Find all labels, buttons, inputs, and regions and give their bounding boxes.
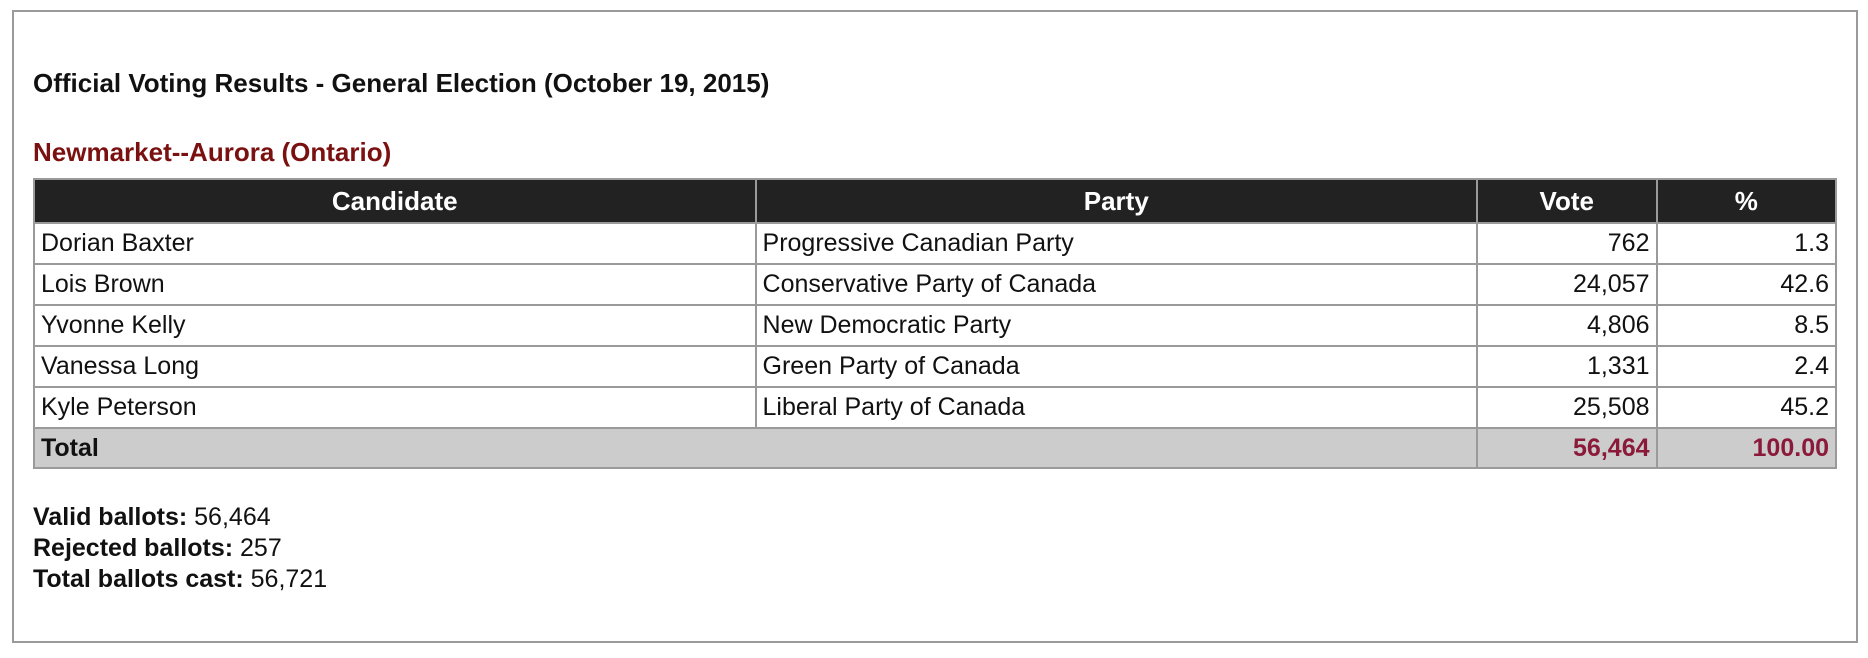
total-vote: 56,464 — [1477, 428, 1656, 468]
party-cell: Conservative Party of Canada — [756, 264, 1478, 305]
vote-cell: 762 — [1477, 223, 1656, 264]
total-row — [34, 428, 1836, 468]
vote-cell: 24,057 — [1477, 264, 1656, 305]
party-cell: Progressive Canadian Party — [756, 223, 1478, 264]
total-ballots-label: Total ballots cast: — [33, 565, 244, 593]
results-table — [33, 178, 1837, 469]
table-row — [34, 387, 1836, 428]
page-title: Official Voting Results - General Election (October 19, 2015) — [33, 68, 770, 98]
rejected-ballots-label: Rejected ballots: — [33, 534, 234, 562]
percent-cell: 42.6 — [1657, 264, 1837, 305]
vote-cell: 4,806 — [1477, 305, 1656, 346]
valid-ballots-line — [33, 502, 327, 533]
candidate-cell: Vanessa Long — [34, 346, 756, 387]
table-row — [34, 264, 1836, 305]
ballot-summary — [33, 502, 327, 595]
valid-ballots-value: 56,464 — [194, 503, 271, 531]
table-header-row — [34, 179, 1836, 223]
table-row — [34, 346, 1836, 387]
candidate-cell: Kyle Peterson — [34, 387, 756, 428]
total-ballots-line — [33, 564, 327, 595]
rejected-ballots-value: 257 — [240, 534, 282, 562]
party-cell: New Democratic Party — [756, 305, 1478, 346]
column-header-percent: % — [1657, 179, 1837, 223]
percent-cell: 2.4 — [1657, 346, 1837, 387]
column-header-candidate: Candidate — [34, 179, 756, 223]
total-percent: 100.00 — [1657, 428, 1837, 468]
table-row — [34, 223, 1836, 264]
percent-cell: 45.2 — [1657, 387, 1837, 428]
total-ballots-value: 56,721 — [250, 565, 328, 593]
rejected-ballots-line — [33, 533, 327, 564]
table-row — [34, 305, 1836, 346]
vote-cell: 1,331 — [1477, 346, 1656, 387]
column-header-vote: Vote — [1477, 179, 1656, 223]
party-cell: Liberal Party of Canada — [756, 387, 1478, 428]
column-header-party: Party — [756, 179, 1478, 223]
total-label: Total — [34, 428, 1477, 468]
percent-cell: 8.5 — [1657, 305, 1837, 346]
party-cell: Green Party of Canada — [756, 346, 1478, 387]
vote-cell: 25,508 — [1477, 387, 1656, 428]
percent-cell: 1.3 — [1657, 223, 1837, 264]
candidate-cell: Lois Brown — [34, 264, 756, 305]
valid-ballots-label: Valid ballots: — [33, 503, 188, 531]
riding-title: Newmarket--Aurora (Ontario) — [33, 137, 392, 167]
candidate-cell: Yvonne Kelly — [34, 305, 756, 346]
candidate-cell: Dorian Baxter — [34, 223, 756, 264]
